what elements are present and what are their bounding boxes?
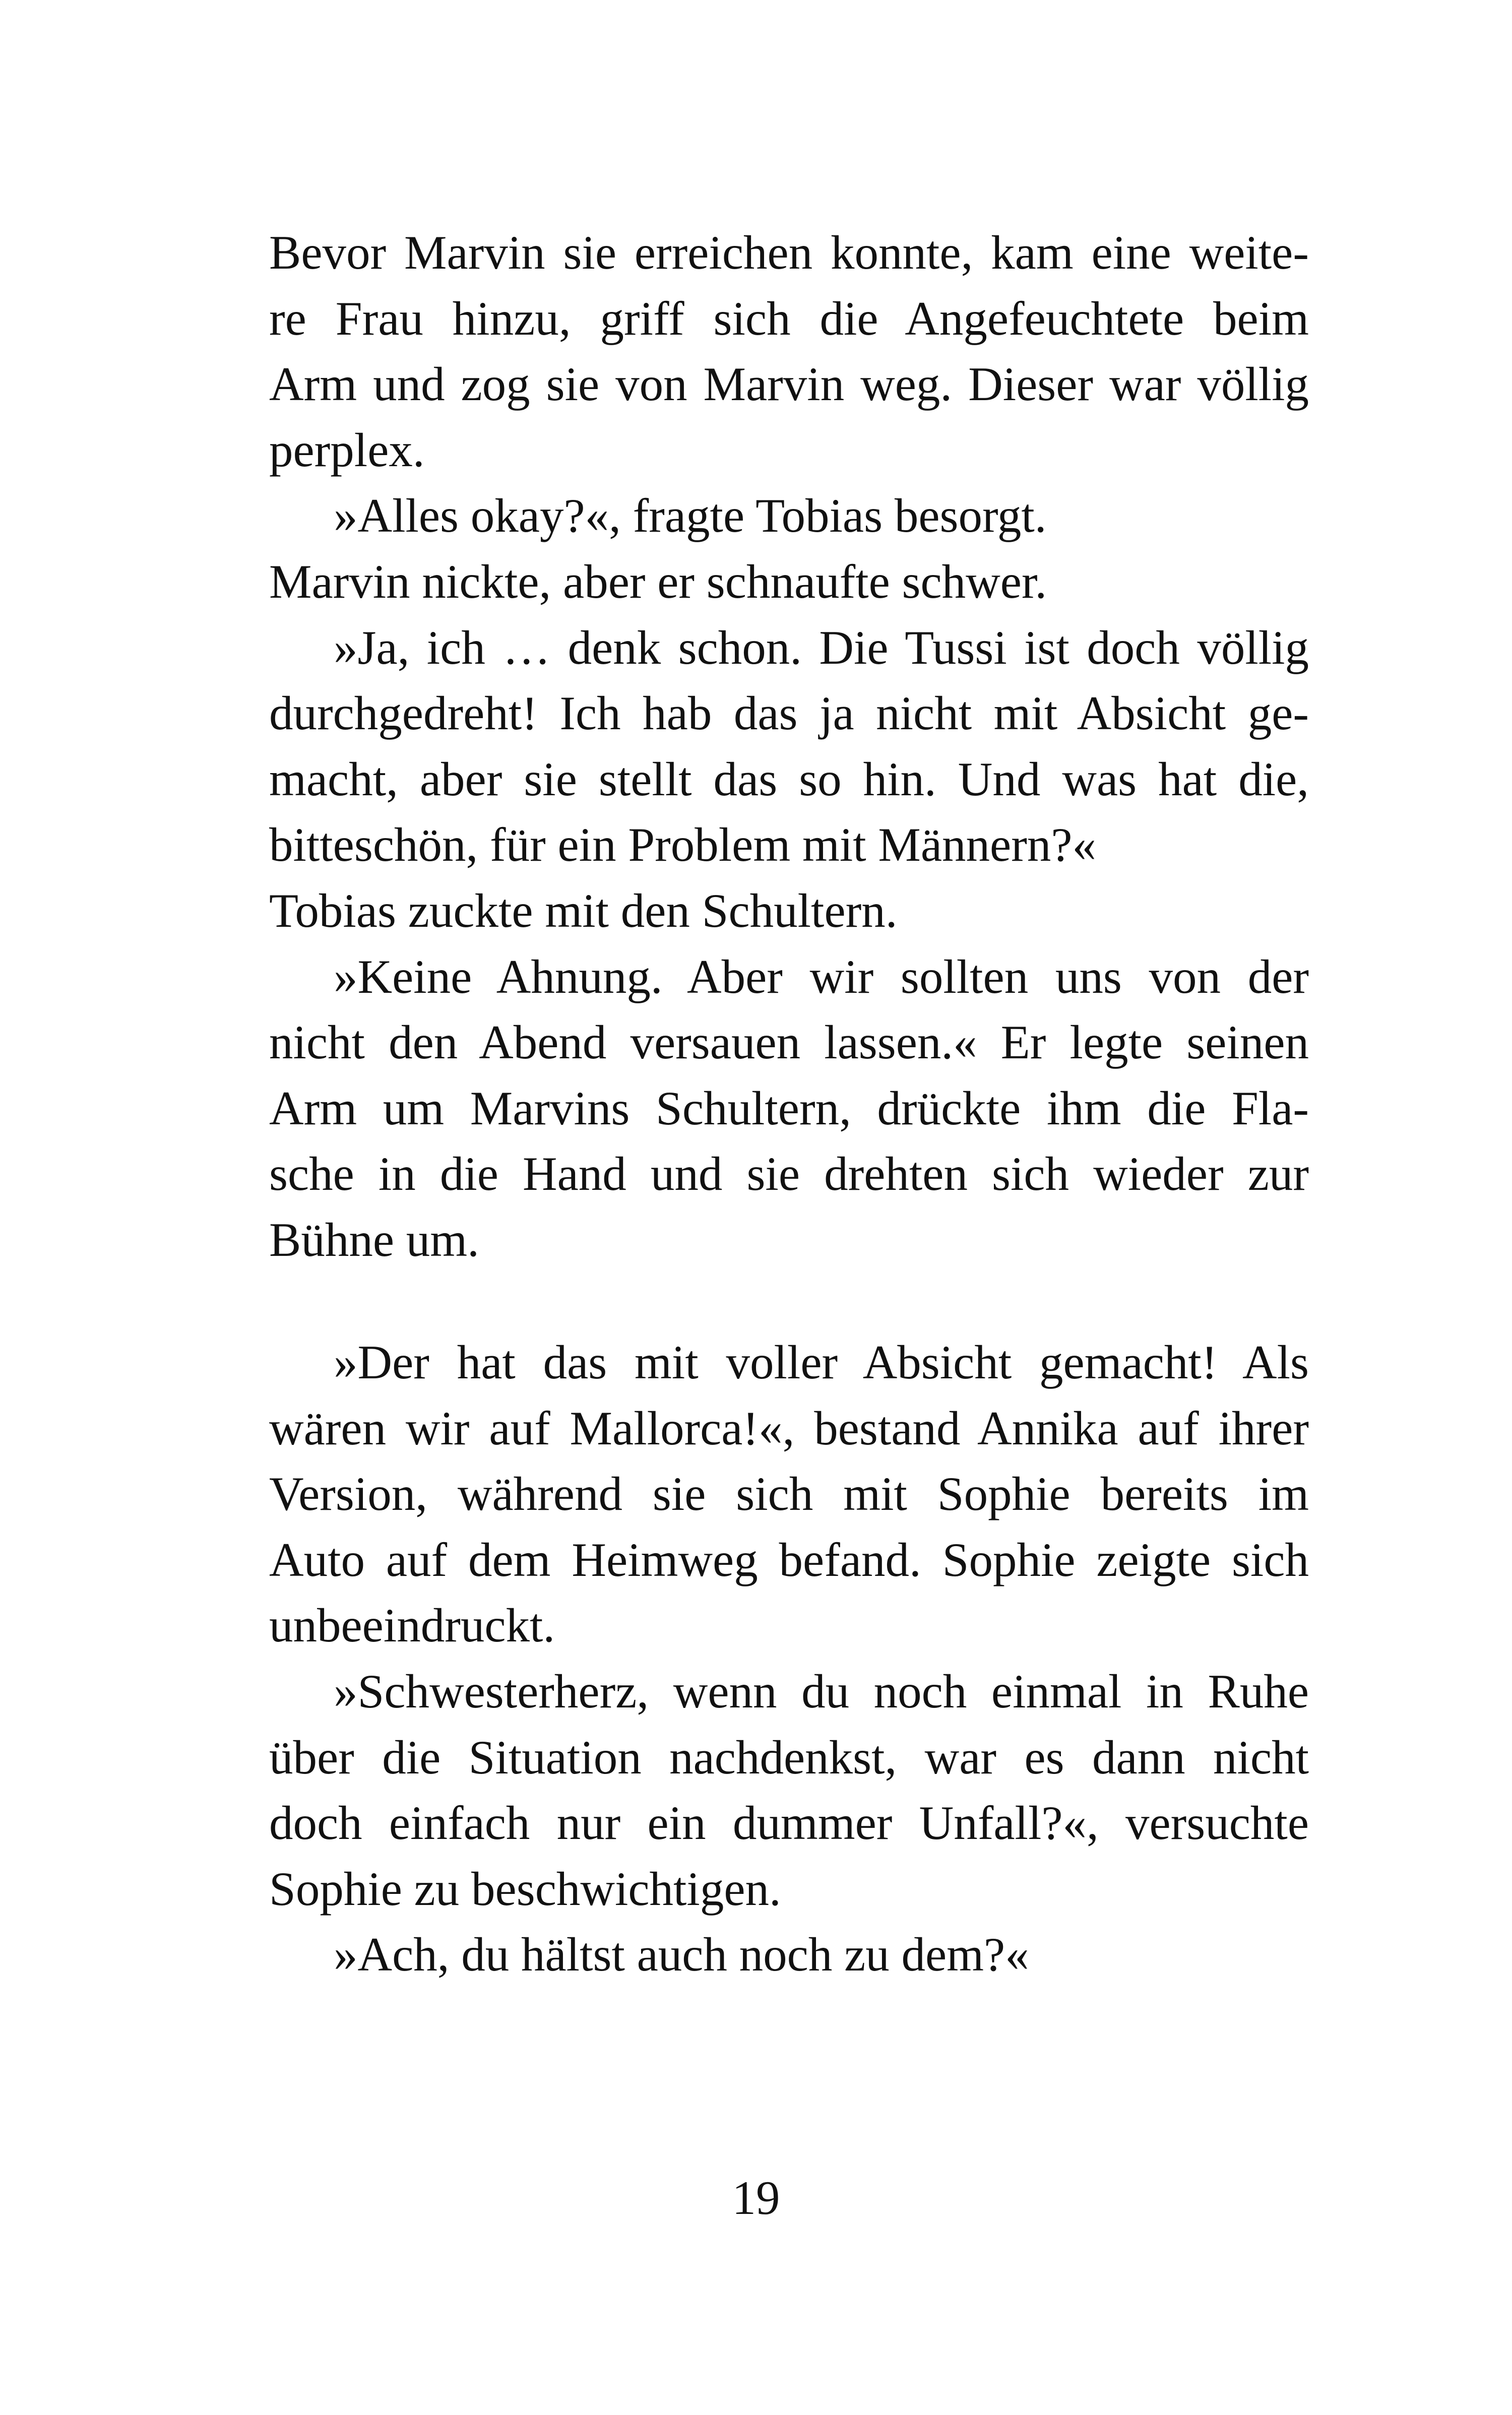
text-line: »Ja, ich … denk schon. Die Tussi ist doch völlig [334,620,1309,674]
text-block-1 [269,220,1309,1273]
text-line: wären wir auf Mallorca!«, bestand Annika auf ihrer [269,1401,1309,1455]
text-line: Arm und zog sie von Marvin weg. Dieser war völlig [269,357,1309,411]
text-line: unbeeindruckt. [269,1599,555,1653]
text-line: sche in die Hand und sie drehten sich wieder zur [269,1147,1309,1201]
text-line: Bevor Marvin sie erreichen konnte, kam eine weite- [269,226,1309,279]
text-line: Marvin nickte, aber er schnaufte schwer. [269,554,1047,608]
text-line: »Ach, du hältst auch noch zu dem?« [334,1928,1029,1982]
text-line: »Der hat das mit voller Absicht gemacht! Als [334,1336,1309,1389]
text-line: bitteschön, für ein Problem mit Männern?« [269,818,1097,872]
text-line: macht, aber sie stellt das so hin. Und was hat die, [269,752,1309,806]
text-line: »Alles okay?«, fragte Tobias besorgt. [334,489,1047,543]
page-number: 19 [732,2171,780,2225]
text-line: doch einfach nur ein dummer Unfall?«, versuchte [269,1796,1309,1850]
text-line: »Keine Ahnung. Aber wir sollten uns von der [334,949,1309,1003]
text-line: Bühne um. [269,1213,479,1266]
text-line: über die Situation nachdenkst, war es dann nicht [269,1730,1309,1784]
text-line: durchgedreht! Ich hab das ja nicht mit Absicht ge- [269,686,1309,740]
text-line: »Schwesterherz, wenn du noch einmal in Ruhe [334,1664,1309,1718]
text-line: Auto auf dem Heimweg befand. Sophie zeigte sich [269,1533,1309,1586]
text-line: nicht den Abend versauen lassen.« Er legte seinen [269,1015,1309,1069]
text-block-2 [269,1329,1309,1988]
text-line: Version, während sie sich mit Sophie bereits im [269,1467,1309,1521]
text-line: Sophie zu beschwichtigen. [269,1862,781,1916]
text-line: re Frau hinzu, griff sich die Angefeuchtete beim [269,291,1309,345]
text-line: Arm um Marvins Schultern, drückte ihm die Fla- [269,1081,1309,1135]
text-line: Tobias zuckte mit den Schultern. [269,883,898,937]
text-line: perplex. [269,423,425,477]
